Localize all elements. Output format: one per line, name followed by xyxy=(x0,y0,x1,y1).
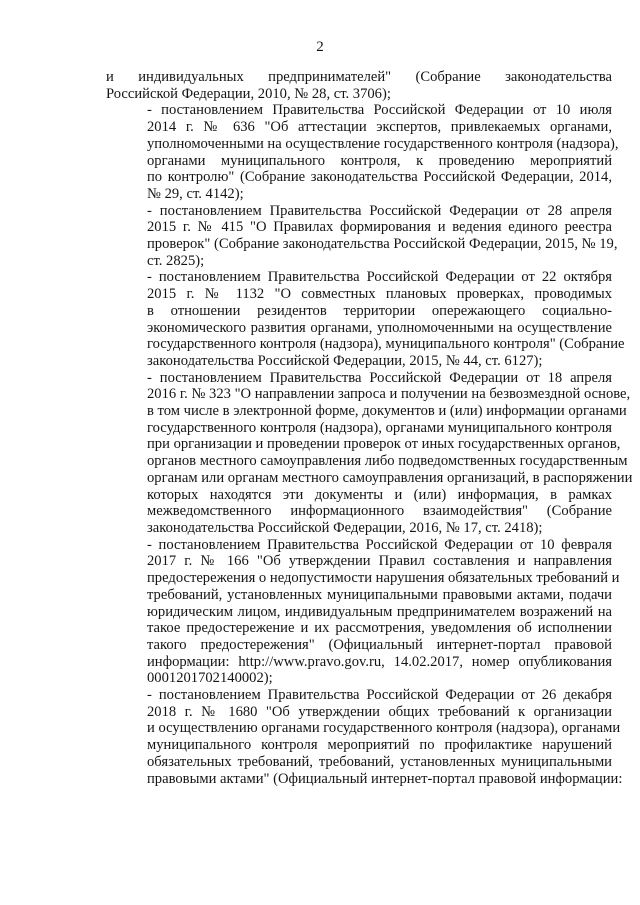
text-line: и осуществлению органами государственного контроля (надзора), органами xyxy=(147,720,621,737)
text-line: 2016 г. № 323 "О направлении запроса и получении на безвозмездной основе, xyxy=(147,386,631,403)
text-line: в том числе в электронной форме, документов и (или) информации органами xyxy=(147,403,627,420)
text-line: - постановлением Правительства Российской Федерации от 26 декабря xyxy=(147,687,612,704)
text-line: которых находятся эти документы и (или) информация, в рамках xyxy=(147,486,612,503)
paragraph xyxy=(106,687,623,787)
text-line: - постановлением Правительства Российской Федерации от 10 февраля xyxy=(147,536,612,553)
text-line: государственного контроля (надзора), органами муниципального контроля xyxy=(147,419,612,436)
document-body xyxy=(106,69,633,787)
text-line: № 29, ст. 4142); xyxy=(147,185,244,202)
paragraph xyxy=(106,536,620,687)
text-line: межведомственного информационного взаимодействия" (Собрание xyxy=(147,503,612,520)
text-line: 2015 г. № 415 "О Правилах формирования и ведения единого реестра xyxy=(147,219,612,236)
text-line: органов местного самоуправления либо подведомственных государственным xyxy=(147,453,628,470)
text-line: юридическим лицом, индивидуальным предпринимателем возражений на xyxy=(147,603,612,620)
text-line: - постановлением Правительства Российской Федерации от 18 апреля xyxy=(147,369,612,386)
text-line: 2018 г. № 1680 "Об утверждении общих требований к организации xyxy=(147,703,612,720)
text-line: Российской Федерации, 2010, № 28, ст. 3706); xyxy=(106,85,391,102)
text-line: законодательства Российской Федерации, 2015, № 44, ст. 6127); xyxy=(147,352,543,369)
text-line: 0001201702140002); xyxy=(147,670,273,687)
text-line: обязательных требований, требований, установленных муниципальными xyxy=(147,753,612,770)
text-line: экономического развития органами, уполномоченными на осуществление xyxy=(147,319,612,336)
text-line: - постановлением Правительства Российской Федерации от 22 октября xyxy=(147,269,612,286)
text-line: проверок" (Собрание законодательства Российской Федерации, 2015, № 19, xyxy=(147,236,618,253)
text-line: требований, установленных муниципальными правовыми актами, подачи xyxy=(147,586,612,603)
text-line: предостережения о недопустимости нарушения обязательных требований и xyxy=(147,570,620,587)
text-line: правовыми актами" (Официальный интернет-портал правовой информации: xyxy=(147,770,623,787)
text-line: в отношении резидентов территории опережающего социально- xyxy=(147,302,612,319)
text-line: 2015 г. № 1132 "О совместных плановых проверках, проводимых xyxy=(147,286,612,303)
text-line: информации: http://www.pravo.gov.ru, 14.02.2017, номер опубликования xyxy=(147,653,612,670)
text-line: - постановлением Правительства Российской Федерации от 28 апреля xyxy=(147,202,612,219)
text-line: муниципального контроля мероприятий по профилактике нарушений xyxy=(147,737,612,754)
text-line: при организации и проведении проверок от иных государственных органов, xyxy=(147,436,621,453)
text-line: 2014 г. № 636 "Об аттестации экспертов, привлекаемых органами, xyxy=(147,119,612,136)
text-line: - постановлением Правительства Российской Федерации от 10 июля xyxy=(147,102,612,119)
page-number: 2 xyxy=(316,39,324,55)
text-line: и индивидуальных предпринимателей" (Собрание законодательства xyxy=(106,69,612,85)
text-line: 2017 г. № 166 "Об утверждении Правил составления и направления xyxy=(147,553,612,570)
text-line: государственного контроля (надзора), муниципального контроля" (Собрание xyxy=(147,336,625,353)
text-line: ст. 2825); xyxy=(147,252,205,269)
text-line: органами муниципального контроля, к проведению мероприятий xyxy=(147,152,612,169)
paragraph xyxy=(106,369,633,537)
text-line: такое предостережение и их рассмотрения, уведомления об исполнении xyxy=(147,620,612,637)
text-line: по контролю" (Собрание законодательства Российской Федерации, 2014, xyxy=(147,169,612,186)
text-line: законодательства Российской Федерации, 2016, № 17, ст. 2418); xyxy=(147,519,543,536)
text-line: органам или органам местного самоуправления организаций, в распоряжении xyxy=(147,469,633,486)
paragraph xyxy=(106,102,619,202)
text-line: такого предостережения" (Официальный интернет-портал правовой xyxy=(147,636,612,653)
paragraph xyxy=(106,202,618,270)
paragraph xyxy=(106,69,612,102)
paragraph xyxy=(106,269,625,369)
text-line: уполномоченными на осуществление государственного контроля (надзора), xyxy=(147,135,619,152)
